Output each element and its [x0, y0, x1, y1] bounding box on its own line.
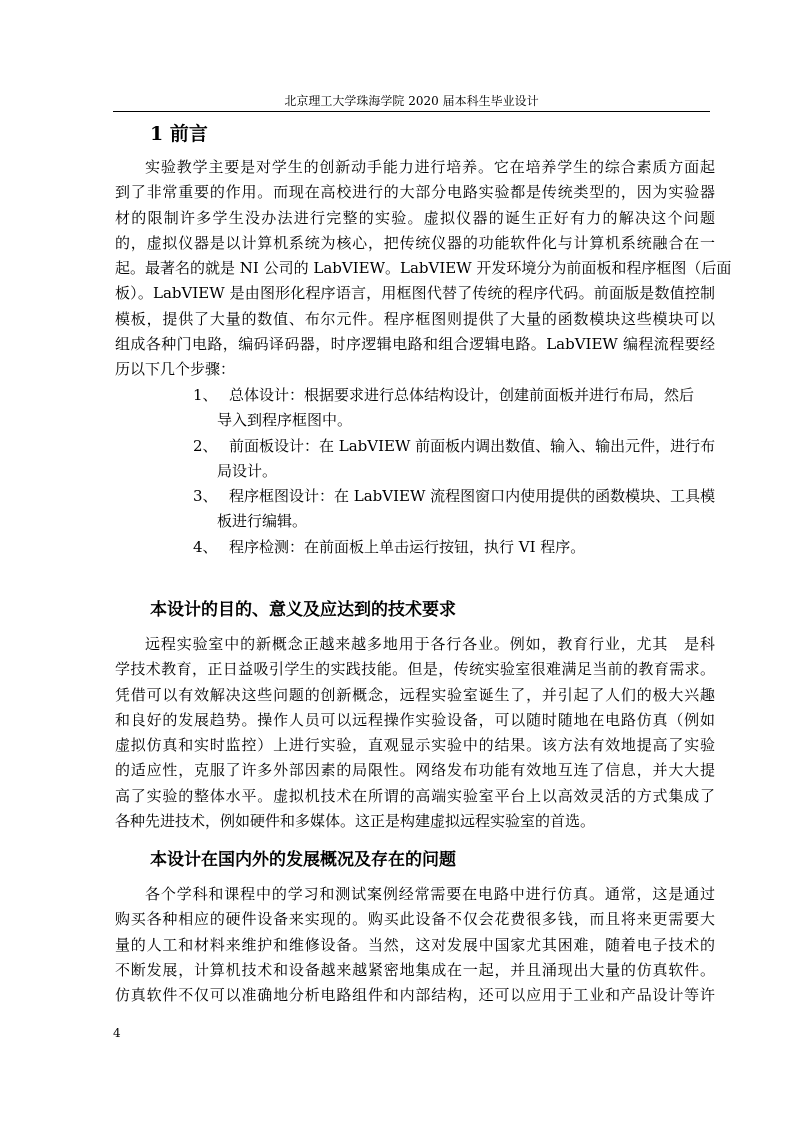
list-item-text: 前面板设计：在 LabVIEW 前面板内调出数值、输入、输出元件，进行布	[229, 436, 716, 455]
list-item-text: 程序框图设计：在 LabVIEW 流程图窗口内使用提供的函数模块、工具模	[229, 487, 716, 506]
paragraph-line: 实验教学主要是对学生的创新动手能力进行培养。它在培养学生的综合素质方面起	[145, 158, 715, 176]
paragraph-line: 量的人工和材料来维护和维修设备。当然，这对发展中国家尤其困难，随着电子技术的	[115, 935, 715, 954]
paragraph-line: 起。最著名的就是 NI 公司的 LabVIEW。LabVIEW 开发环境分为前面板和程序框图（后面	[115, 259, 732, 278]
list-item-text: 程序检测：在前面板上单击运行按钮，执行 VI 程序。	[229, 537, 586, 556]
list-item-number: 3、	[193, 487, 218, 506]
paragraph-line: 历以下几个步骤：	[115, 360, 236, 379]
paragraph-line: 板）。LabVIEW 是由图形化程序语言，用框图代替了传统的程序代码。前面版是数值控制	[115, 284, 715, 303]
section-title-development: 本设计在国内外的发展概况及存在的问题	[150, 850, 456, 870]
list-item-continuation: 板进行编辑。	[217, 512, 308, 531]
list-item-number: 2、	[193, 436, 218, 455]
paragraph-line: 模板，提供了大量的数值、布尔元件。程序框图则提供了大量的函数模块这些模块可以	[115, 309, 715, 328]
paragraph-line: 材的限制许多学生没办法进行完整的实验。虚拟仪器的诞生正好有力的解决这个问题	[115, 208, 715, 227]
labview-steps-list	[193, 383, 718, 560]
page-header: 北京理工大学珠海学院 2020 届本科生毕业设计	[113, 93, 710, 112]
paragraph-line: 组成各种门电路，编码译码器，时序逻辑电路和组合逻辑电路。LabVIEW 编程流程要经	[115, 335, 715, 354]
section-title-objectives: 本设计的目的、意义及应达到的技术要求	[150, 600, 456, 620]
objectives-paragraph	[115, 632, 715, 834]
preface-paragraph	[115, 155, 732, 383]
paragraph-line: 各种先进技术，例如硬件和多媒体。这正是构建虚拟远程实验室的首选。	[115, 812, 596, 831]
paragraph-line: 的，虚拟仪器是以计算机系统为核心，把传统仪器的功能软件化与计算机系统融合在一	[115, 233, 715, 252]
list-item-continuation: 局设计。	[217, 461, 278, 480]
paragraph-line: 凭借可以有效解决这些问题的创新概念，远程实验室诞生了，并引起了人们的极大兴趣	[115, 685, 715, 704]
list-item	[193, 434, 718, 485]
paragraph-line: 和良好的发展趋势。操作人员可以远程操作实验设备，可以随时随地在电路仿真（例如	[115, 710, 715, 729]
paragraph-line: 仿真软件不仅可以准确地分析电路组件和内部结构，还可以应用于工业和产品设计等许	[115, 986, 715, 1005]
paragraph-line: 各个学科和课程中的学习和测试案例经常需要在电路中进行仿真。通常，这是通过	[145, 885, 715, 903]
list-item	[193, 484, 718, 535]
paragraph-line: 购买各种相应的硬件设备来实现的。购买此设备不仅会花费很多钱，而且将来更需要大	[115, 910, 715, 929]
list-item	[193, 535, 718, 560]
paragraph-line: 到了非常重要的作用。而现在高校进行的大部分电路实验都是传统类型的，因为实验器	[115, 183, 715, 202]
paragraph-line: 不断发展，计算机技术和设备越来越紧密地集成在一起，并且涌现出大量的仿真软件。	[115, 960, 715, 979]
development-paragraph	[115, 882, 715, 1008]
paragraph-line: 虚拟仿真和实时监控）上进行实验，直观显示实验中的结果。该方法有效地提高了实验	[115, 736, 715, 755]
page-number: 4	[113, 1026, 121, 1040]
section-title-preface: 1 前言	[150, 123, 208, 145]
paragraph-line: 高了实验的整体水平。虚拟机技术在所谓的高端实验室平台上以高效灵活的方式集成了	[115, 786, 715, 805]
list-item-number: 1、	[193, 386, 218, 404]
list-item-continuation: 导入到程序框图中。	[217, 411, 353, 430]
list-item-number: 4、	[193, 537, 218, 556]
list-item-text: 总体设计：根据要求进行总体结构设计，创建前面板并进行布局，然后	[229, 386, 695, 404]
paragraph-line: 学技术教育，正日益吸引学生的实践技能。但是，传统实验室很难满足当前的教育需求。	[115, 660, 715, 679]
paragraph-line: 的适应性，克服了许多外部因素的局限性。网络发布功能有效地互连了信息，并大大提	[115, 761, 715, 780]
paragraph-line: 远程实验室中的新概念正越来越多地用于各行各业。例如，教育行业，尤其 是科	[145, 635, 715, 653]
list-item	[193, 383, 718, 434]
